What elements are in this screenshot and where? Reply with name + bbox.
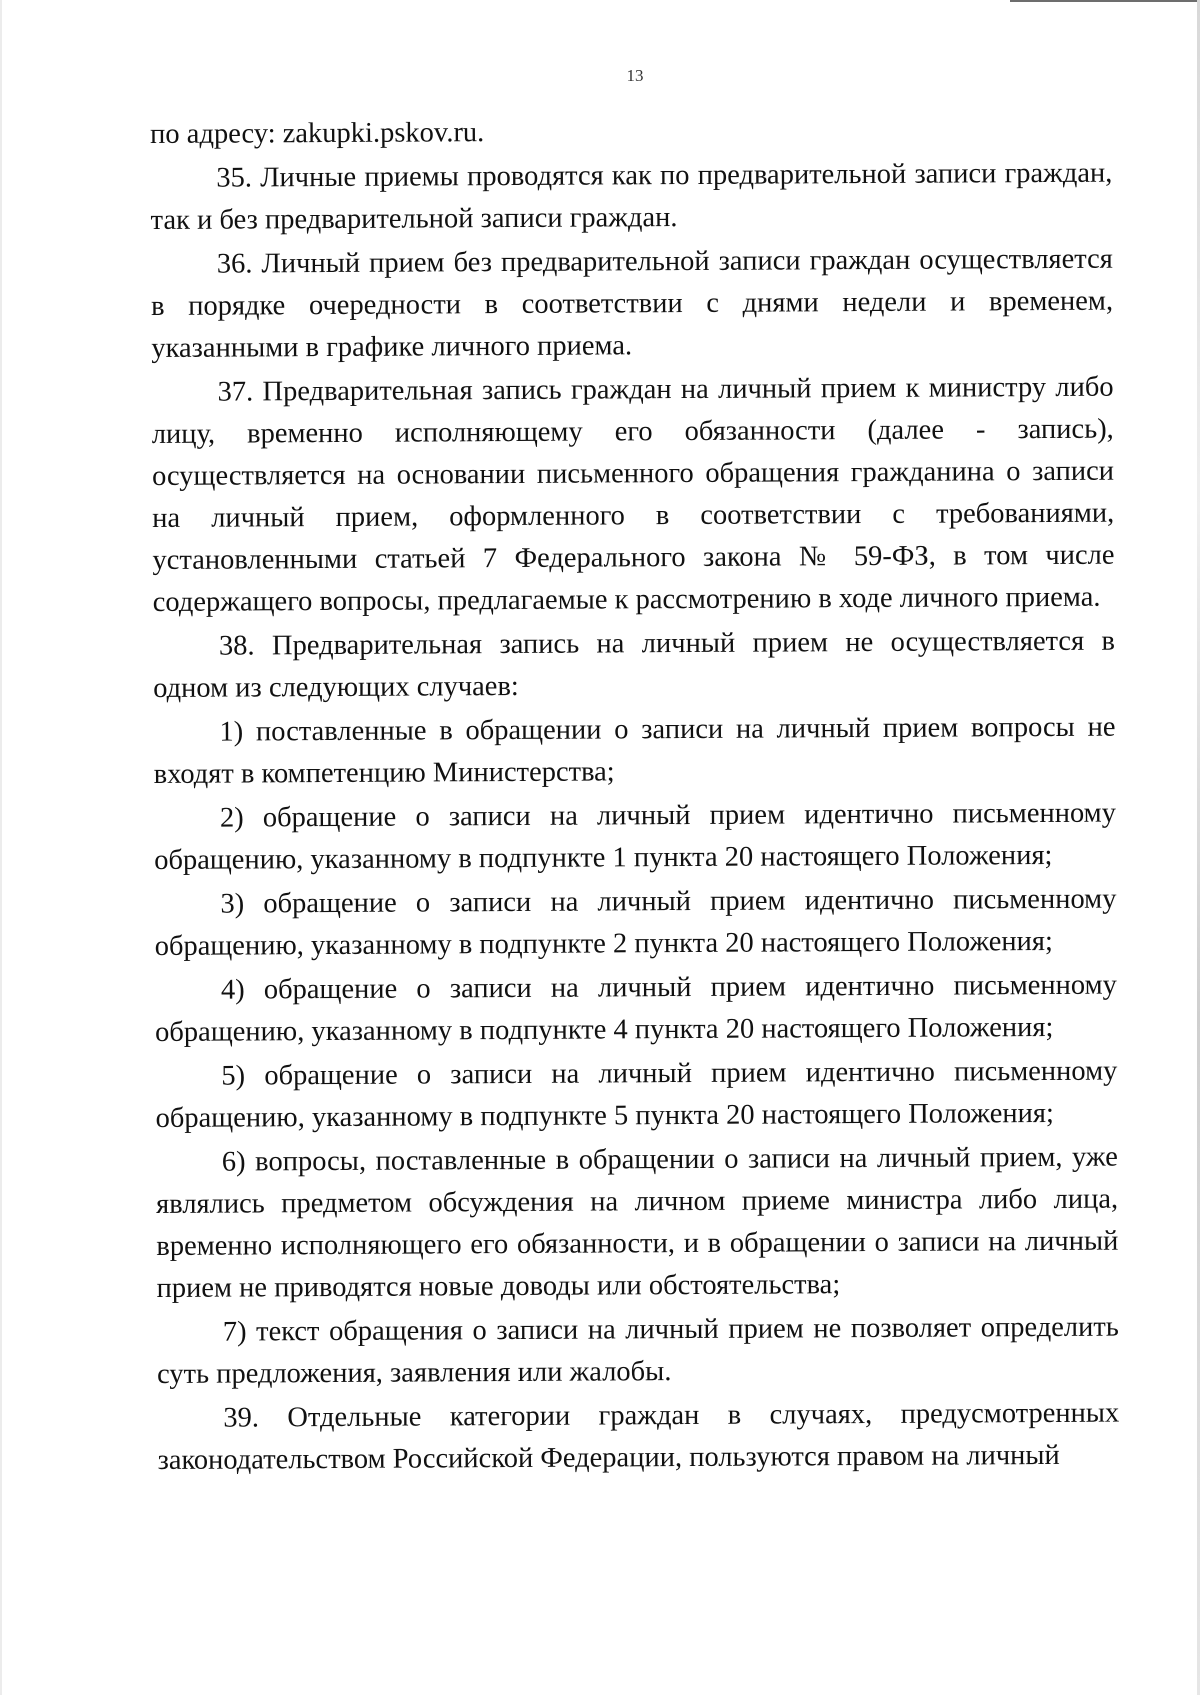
subitem-4: 4) обращение о записи на личный прием идентично письменному обращению, указанному в подпункте 4 пункта 20 настоящего Положения; <box>155 969 1117 1048</box>
paragraph-37: 37. Предварительная запись граждан на личный прием к министру либо лицу, временно исполняющему его обязанности (далее - запись), осуществляется на основании письменного обращения гражданина о записи на личный прием, оформленного в соответствии с требованиями, установленными статьей 7 Федерального закона № 59-ФЗ, в том числе содержащего вопросы, предлагаемые к рассмотрению в ходе личного приема. <box>151 371 1115 618</box>
scan-edge-top <box>1010 0 1200 2</box>
subitem-2: 2) обращение о записи на личный прием идентично письменному обращению, указанному в подпункте 1 пункта 20 настоящего Положения; <box>154 797 1117 876</box>
scan-edge-left <box>0 0 2 1695</box>
page-number: 13 <box>626 66 644 85</box>
paragraph-36: 36. Личный прием без предварительной записи граждан осуществляется в порядке очередности в соответствии с днями недели и временем, указанными в графике личного приема. <box>150 243 1114 364</box>
document-body <box>150 109 1120 1484</box>
paragraph-address: по адресу: zakupki.pskov.ru. <box>150 117 485 150</box>
subitem-7: 7) текст обращения о записи на личный прием не позволяет определить суть предложения, заявления или жалобы. <box>156 1311 1119 1390</box>
subitem-5: 5) обращение о записи на личный прием идентично письменному обращению, указанному в подпункте 5 пункта 20 настоящего Положения; <box>155 1055 1118 1134</box>
subitem-6: 6) вопросы, поставленные в обращении о записи на личный прием, уже являлись предметом обсуждения на личном приеме министра либо лица, временно исполняющего его обязанности, и в обращении о записи на личный прием не приводятся новые доводы или обстоятельства; <box>156 1141 1119 1304</box>
paragraph-39: 39. Отдельные категории граждан в случаях, предусмотренных законодательством Российской Федерации, пользуются правом на личный <box>157 1397 1120 1476</box>
subitem-1: 1) поставленные в обращении о записи на личный прием вопросы не входят в компетенцию Министерства; <box>153 711 1116 790</box>
paragraph-38: 38. Предварительная запись на личный прием не осуществляется в одном из следующих случаев: <box>153 625 1116 704</box>
subitem-3: 3) обращение о записи на личный прием идентично письменному обращению, указанному в подпункте 2 пункта 20 настоящего Положения; <box>154 883 1117 962</box>
paragraph-35: 35. Личные приемы проводятся как по предварительной записи граждан, так и без предварительной записи граждан. <box>150 157 1113 236</box>
